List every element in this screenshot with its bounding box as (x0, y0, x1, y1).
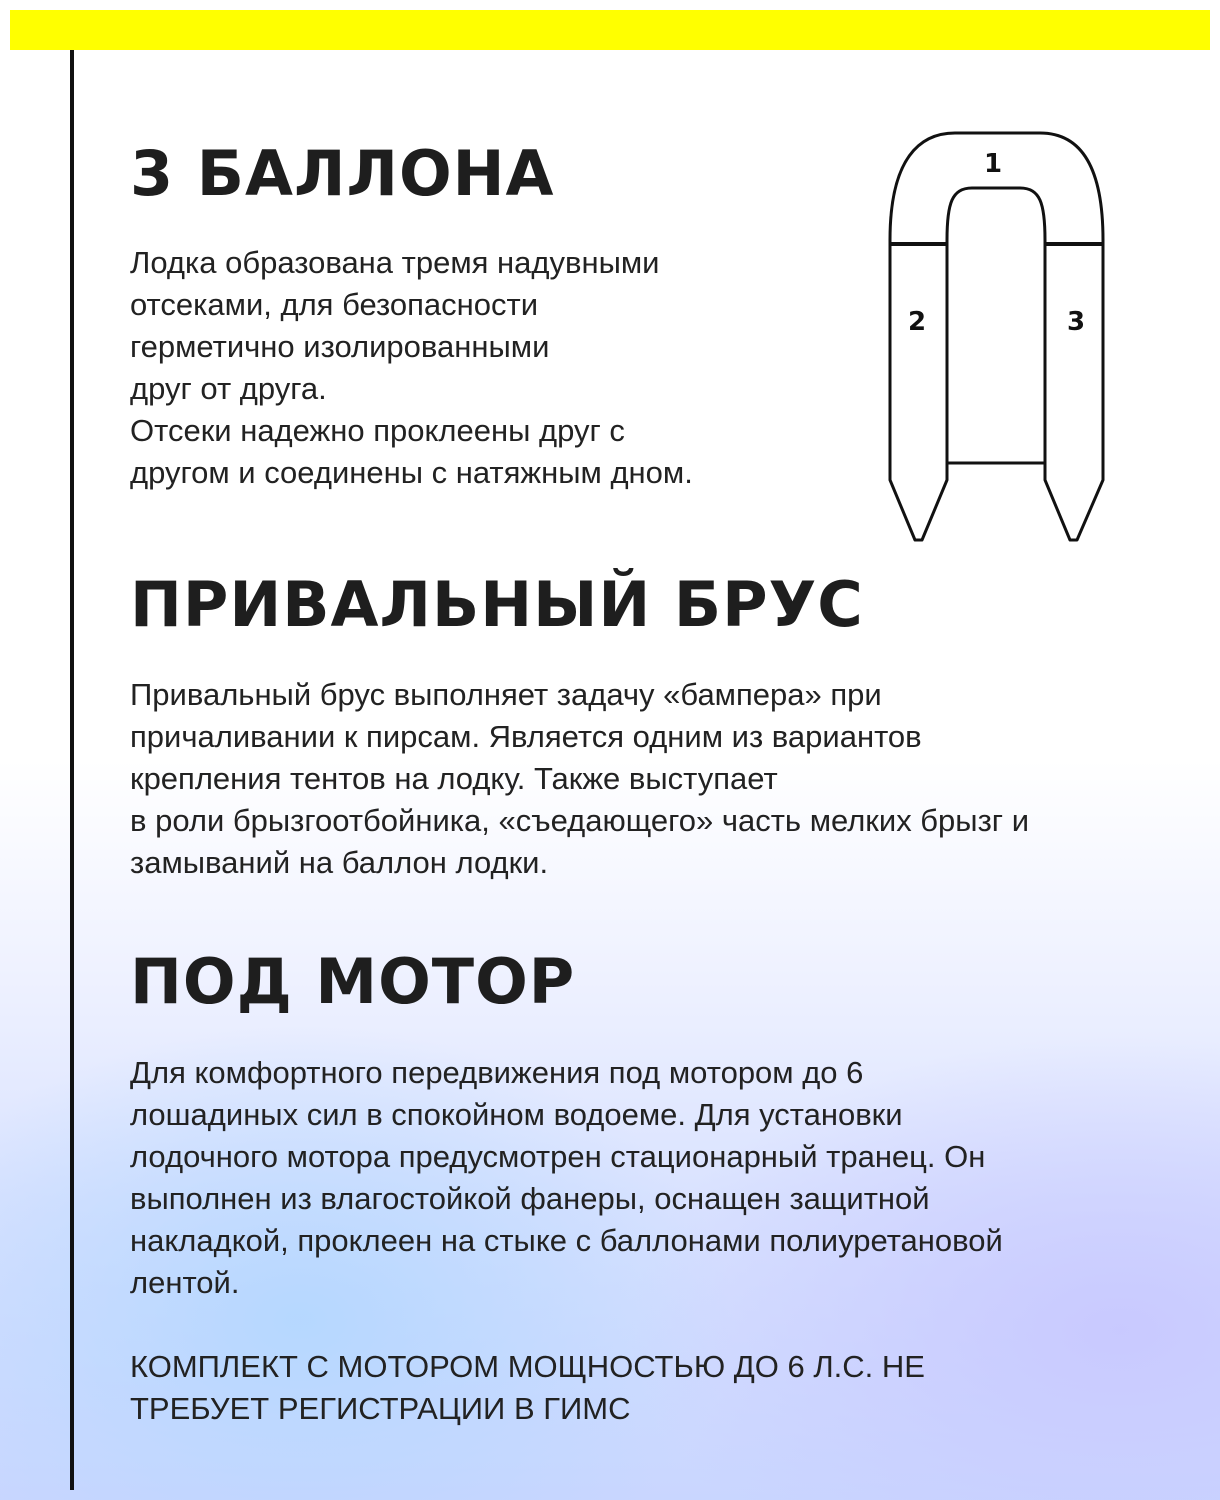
paragraph-line: причаливании к пирсам. Является одним из вариантов (130, 719, 922, 754)
compartment-label-2: 2 (907, 307, 927, 337)
boat-balloons-diagram (880, 128, 1115, 553)
paragraph-line: выполнен из влагостойкой фанеры, оснащен защитной (130, 1181, 930, 1216)
paragraph-3-balloons (130, 242, 693, 494)
compartment-label-1: 1 (983, 149, 1003, 179)
left-vertical-rule (70, 50, 74, 1490)
heading-rub-rail: ПРИВАЛЬНЫЙ БРУС (130, 568, 864, 641)
paragraph-line: лодочного мотора предусмотрен стационарный транец. Он (130, 1139, 986, 1174)
paragraph-line: замываний на баллон лодки. (130, 845, 549, 880)
paragraph-line: накладкой, проклеен на стыке с баллонами полиуретановой (130, 1223, 1003, 1258)
paragraph-line: Отсеки надежно проклеены друг с (130, 413, 625, 448)
paragraph-line: крепления тентов на лодку. Также выступает (130, 761, 778, 796)
compartment-label-3: 3 (1066, 307, 1086, 337)
paragraph-line: отсеками, для безопасности (130, 287, 539, 322)
paragraph-line: Привальный брус выполняет задачу «бампера» при (130, 677, 882, 712)
paragraph-under-motor (130, 1052, 1003, 1304)
registration-note (130, 1346, 925, 1430)
paragraph-line: в роли брызгоотбойника, «съедающего» часть мелких брызг и (130, 803, 1030, 838)
heading-3-balloons: 3 БАЛЛОНА (130, 137, 555, 210)
paragraph-line: Лодка образована тремя надувными (130, 245, 660, 280)
paragraph-line: другом и соединены с натяжным дном. (130, 455, 693, 490)
note-line: КОМПЛЕКТ С МОТОРОМ МОЩНОСТЬЮ ДО 6 Л.С. НЕ (130, 1349, 925, 1384)
paragraph-line: Для комфортного передвижения под мотором до 6 (130, 1055, 864, 1090)
note-line: ТРЕБУЕТ РЕГИСТРАЦИИ В ГИМС (130, 1391, 631, 1426)
paragraph-line: герметично изолированными (130, 329, 550, 364)
paragraph-line: друг от друга. (130, 371, 327, 406)
boat-outline-inner (947, 188, 1045, 463)
heading-under-motor: ПОД МОТОР (130, 945, 576, 1018)
yellow-top-bar (10, 10, 1210, 50)
paragraph-line: лошадиных сил в спокойном водоеме. Для установки (130, 1097, 903, 1132)
paragraph-rub-rail (130, 674, 1029, 884)
paragraph-line: лентой. (130, 1265, 240, 1300)
